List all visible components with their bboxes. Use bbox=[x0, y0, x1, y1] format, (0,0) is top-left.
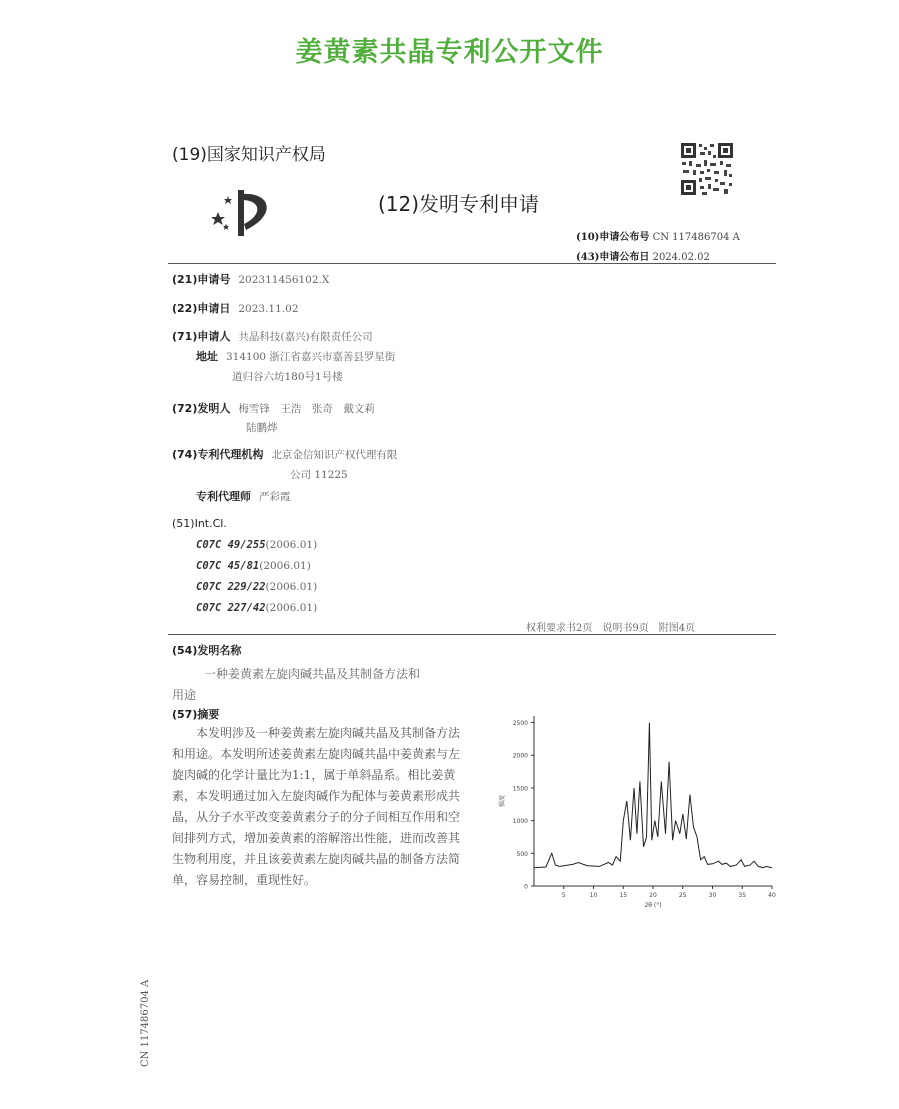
patent-agent-value: 严彩霞 bbox=[259, 491, 291, 503]
ipc-code: C07C 229/22 bbox=[196, 581, 266, 593]
publication-number-label: (10)申请公布号 bbox=[576, 232, 650, 243]
ipc-class bbox=[196, 581, 317, 593]
x-tick-label: 30 bbox=[708, 892, 717, 899]
patent-agency bbox=[172, 446, 397, 462]
ipc-version: (2006.01) bbox=[265, 581, 318, 593]
patent-agent-label: 专利代理师 bbox=[196, 490, 251, 503]
applicant bbox=[172, 328, 373, 344]
abstract-label: (57)摘要 bbox=[172, 708, 220, 721]
ipc-version: (2006.01) bbox=[265, 539, 318, 551]
ipc-version: (2006.01) bbox=[259, 560, 311, 572]
y-tick-label: 2000 bbox=[512, 752, 528, 760]
ipc-class bbox=[196, 539, 317, 551]
address bbox=[196, 348, 395, 364]
invention-title-label: (54)发明名称 bbox=[172, 644, 242, 657]
abstract-text: 本发明涉及一种姜黄素左旋肉碱共晶及其制备方法和用途。本发明所述姜黄素左旋肉碱共晶中姜黄素与左旋肉碱的化学计量比为1:1，属于单斜晶系。相比姜黄素，本发明通过加入左旋肉碱作为配体与姜黄素形成共晶，从分子水平改变姜黄素分子的分子间相互作用和空间排列方式，增加姜黄素的溶解溶出性能，进而改善其生物利用度，并且该姜黄素左旋肉碱共晶的制备方法简单，容易控制，重现性好。 bbox=[172, 726, 461, 887]
application-number-label: (21)申请号 bbox=[172, 273, 231, 286]
y-tick-label: 0 bbox=[524, 883, 528, 891]
office-name: (19)国家知识产权局 bbox=[172, 145, 326, 165]
x-tick-label: 5 bbox=[561, 892, 566, 899]
x-axis-label: 2θ (°) bbox=[644, 902, 662, 908]
y-tick-label: 1000 bbox=[512, 818, 528, 826]
page-counts: 权利要求书2页 说明书9页 附图4页 bbox=[526, 623, 696, 634]
y-tick-label: 500 bbox=[516, 850, 528, 858]
ipc-code: C07C 227/42 bbox=[196, 602, 266, 614]
patent-agency-label: (74)专利代理机构 bbox=[172, 448, 264, 461]
ipc-version: (2006.01) bbox=[265, 602, 318, 614]
xrd-series-line bbox=[534, 723, 772, 868]
patent-agent bbox=[196, 488, 291, 504]
header-divider bbox=[168, 263, 776, 264]
inventors-line-2: 陆鹏烨 bbox=[246, 422, 278, 434]
ipc-class bbox=[196, 560, 311, 572]
y-axis-label: 强度 bbox=[499, 794, 506, 808]
application-date-value: 2023.11.02 bbox=[238, 303, 299, 315]
y-tick-label: 2500 bbox=[512, 720, 528, 728]
x-tick-label: 20 bbox=[649, 892, 657, 899]
address-line-2: 道归谷六坊180号1号楼 bbox=[232, 371, 343, 383]
side-publication-number: CN 117486704 A bbox=[140, 979, 151, 1067]
x-tick-label: 25 bbox=[678, 892, 687, 899]
patent-agency-line-2: 公司 11225 bbox=[290, 469, 348, 481]
int-cl-label: (51)Int.Cl. bbox=[172, 517, 227, 530]
document-type: (12)发明专利申请 bbox=[378, 192, 540, 216]
ipc-code: C07C 45/81 bbox=[196, 560, 260, 572]
invention-title-line-2: 用途 bbox=[172, 688, 197, 702]
patent-page bbox=[168, 120, 780, 1080]
publication-date-label: (43)申请公布日 bbox=[576, 252, 650, 263]
ipc-code: C07C 49/255 bbox=[196, 539, 266, 551]
applicant-value: 共晶科技(嘉兴)有限责任公司 bbox=[238, 331, 373, 343]
qr-code-icon bbox=[680, 142, 734, 196]
address-line-1: 314100 浙江省嘉兴市嘉善县罗星街 bbox=[226, 351, 396, 363]
publication-date-value: 2024.02.02 bbox=[652, 252, 710, 263]
inventors-label: (72)发明人 bbox=[172, 402, 231, 415]
xrd-chart bbox=[490, 708, 780, 908]
inventors-line-1: 梅雪锋 王浩 张奇 戴文莉 bbox=[238, 403, 375, 415]
publication-number bbox=[576, 228, 740, 243]
publication-number-value: CN 117486704 A bbox=[652, 232, 740, 243]
application-number-value: 202311456102.X bbox=[238, 274, 330, 286]
invention-title-line-1: 一种姜黄素左旋肉碱共晶及其制备方法和 bbox=[204, 667, 421, 681]
x-tick-label: 10 bbox=[589, 892, 598, 899]
patent-agency-line-1: 北京金信知识产权代理有限 bbox=[271, 449, 398, 461]
x-tick-label: 15 bbox=[619, 892, 628, 899]
application-date bbox=[172, 300, 299, 316]
publication-date bbox=[576, 248, 710, 263]
applicant-label: (71)申请人 bbox=[172, 330, 231, 343]
int-cl bbox=[172, 517, 235, 530]
ipc-class bbox=[196, 602, 317, 614]
address-label: 地址 bbox=[196, 350, 218, 363]
cnipa-logo-icon bbox=[208, 184, 282, 240]
abstract-heading bbox=[172, 706, 227, 722]
x-tick-label: 40 bbox=[768, 892, 776, 899]
invention-title-heading bbox=[172, 642, 249, 658]
inventors bbox=[172, 400, 375, 416]
application-date-label: (22)申请日 bbox=[172, 302, 231, 315]
y-tick-label: 1500 bbox=[512, 785, 528, 793]
application-number bbox=[172, 271, 329, 287]
x-tick-label: 35 bbox=[738, 892, 747, 899]
biblio-divider bbox=[168, 634, 776, 635]
banner-title: 姜黄素共晶专利公开文件 bbox=[295, 37, 604, 68]
